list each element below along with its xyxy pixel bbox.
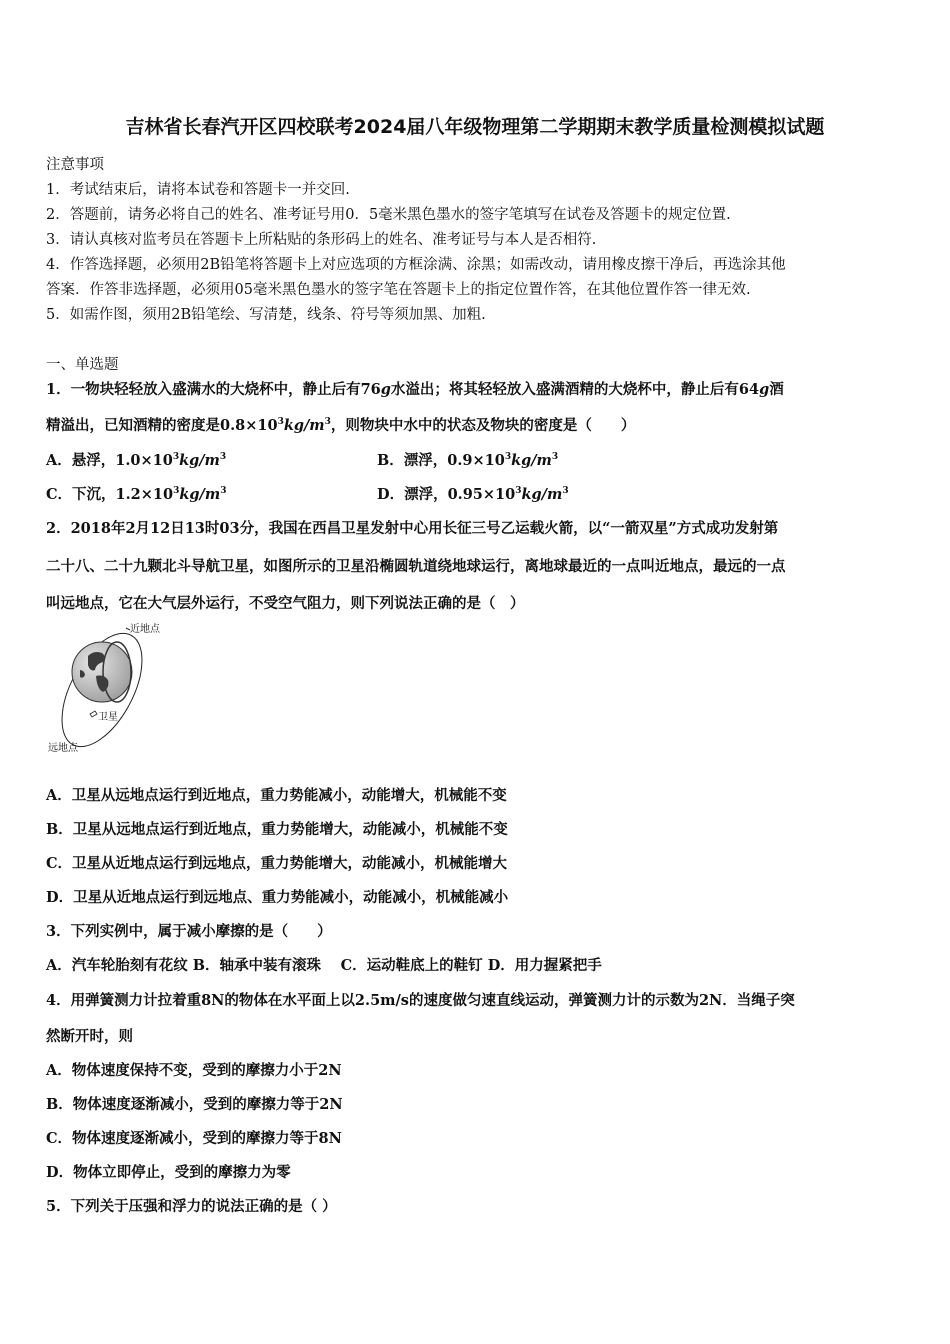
notes-item: 2．答题前，请务必将自己的姓名、准考证号用0．5毫米黑色墨水的签字笔填写在试卷及答题卡的规定位置. [46, 207, 731, 223]
option-text: D．漂浮，0.95×10 [377, 486, 516, 503]
q2-option-a: A．卫星从远地点运行到近地点，重力势能减小，动能增大，机械能不变 [46, 787, 507, 804]
unit-density: kg/m [521, 486, 563, 503]
q1-option-d [377, 483, 569, 504]
unit-density: kg/m [283, 417, 325, 434]
notes-item: 答案．作答非选择题，必须用05毫米黑色墨水的签字笔在答题卡上的指定位置作答，在其他位置作答一律无效. [46, 282, 751, 298]
q1-text: 1．一物块轻轻放入盛满水的大烧杯中，静止后有76 [46, 381, 381, 398]
q2-stem-line: 2．2018年2月12日13时03分，我国在西昌卫星发射中心用长征三号乙运载火箭，以“一箭双星”方式成功发射第 [46, 520, 779, 537]
near-point-label: 近地点 [130, 624, 160, 635]
option-text: C．下沉，1.2×10 [46, 486, 174, 503]
notes-item: 5．如需作图，须用2B铅笔绘、写清楚，线条、符号等须加黑、加粗. [46, 307, 486, 323]
q1-text: ，则物块中水中的状态及物块的密度是（ ） [330, 417, 636, 434]
exponent: 3 [504, 452, 512, 463]
q3-options: A．汽车轮胎刻有花纹 B．轴承中装有滚珠 C．运动鞋底上的鞋钉 D．用力握紧把手 [46, 957, 602, 974]
q1-stem-line1 [46, 378, 784, 399]
q2-option-d: D．卫星从近地点运行到远地点、重力势能减小，动能减小，机械能减小 [46, 889, 509, 906]
q3-stem: 3．下列实例中，属于减小摩擦的是（ ） [46, 923, 332, 940]
q1-text: 酒 [769, 381, 784, 398]
exponent: 3 [219, 452, 227, 463]
q1-option-b [377, 449, 558, 470]
q4-stem-line: 然断开时，则 [46, 1028, 133, 1045]
unit-density: kg/m [179, 486, 221, 503]
option-text: A．悬浮，1.0×10 [46, 452, 173, 469]
q4-option-b: B．物体速度逐渐减小，受到的摩擦力等于2N [46, 1096, 343, 1113]
satellite-orbit-figure [44, 618, 174, 758]
notes-item: 1．考试结束后，请将本试卷和答题卡一并交回. [46, 182, 350, 198]
exponent: 3 [324, 417, 331, 428]
page-title: 吉林省长春汽开区四校联考2024届八年级物理第二学期期末教学质量检测模拟试题 [125, 116, 825, 138]
q2-option-c: C．卫星从近地点运行到远地点，重力势能增大，动能减小，机械能增大 [46, 855, 508, 872]
notes-item: 4．作答选择题，必须用2B铅笔将答题卡上对应选项的方框涂满、涂黑；如需改动，请用橡皮擦干净后，再选涂其他 [46, 257, 786, 273]
unit-density: kg/m [179, 452, 220, 469]
q2-option-b: B．卫星从远地点运行到近地点，重力势能增大，动能减小，机械能不变 [46, 821, 508, 838]
q4-stem-line: 4．用弹簧测力计拉着重8N的物体在水平面上以2.5m/s的速度做匀速直线运动，弹簧测力计的示数为2N．当绳子突 [46, 992, 795, 1009]
exponent: 3 [277, 417, 284, 428]
q1-text: 精溢出，已知酒精的密度是0.8×10 [46, 417, 278, 434]
far-point-label: 远地点 [48, 743, 78, 754]
q5-stem: 5．下列关于压强和浮力的说法正确的是（ ） [46, 1198, 337, 1215]
unit-g: g [759, 381, 770, 398]
satellite-icon [90, 711, 97, 717]
q2-stem-line: 二十八、二十九颗北斗导航卫星，如图所示的卫星沿椭圆轨道绕地球运行，离地球最近的一点叫近地点，最远的一点 [46, 558, 786, 575]
q4-option-a: A．物体速度保持不变，受到的摩擦力小于2N [46, 1062, 342, 1079]
exponent: 3 [515, 486, 522, 497]
exponent: 3 [562, 486, 569, 497]
unit-g: g [380, 381, 391, 398]
exponent: 3 [172, 452, 180, 463]
satellite-label: 卫星 [98, 712, 118, 723]
q4-option-d: D．物体立即停止，受到的摩擦力为零 [46, 1164, 291, 1181]
unit-density: kg/m [511, 452, 552, 469]
exponent: 3 [220, 486, 227, 497]
q1-text: 水溢出；将其轻轻放入盛满酒精的大烧杯中，静止后有64 [390, 381, 760, 398]
notes-item: 3．请认真核对监考员在答题卡上所粘贴的条形码上的姓名、准考证号与本人是否相符. [46, 232, 597, 248]
exponent: 3 [551, 452, 559, 463]
q1-option-c [46, 483, 226, 504]
exponent: 3 [173, 486, 180, 497]
section-heading: 一、单选题 [46, 357, 119, 373]
q1-option-a [46, 449, 226, 470]
q1-stem-line2 [46, 414, 635, 435]
option-text: B．漂浮，0.9×10 [377, 452, 505, 469]
notes-heading: 注意事项 [46, 157, 104, 173]
q2-stem-line: 叫远地点，它在大气层外运行，不受空气阻力，则下列说法正确的是（ ） [46, 595, 525, 612]
q4-option-c: C．物体速度逐渐减小，受到的摩擦力等于8N [46, 1130, 342, 1147]
